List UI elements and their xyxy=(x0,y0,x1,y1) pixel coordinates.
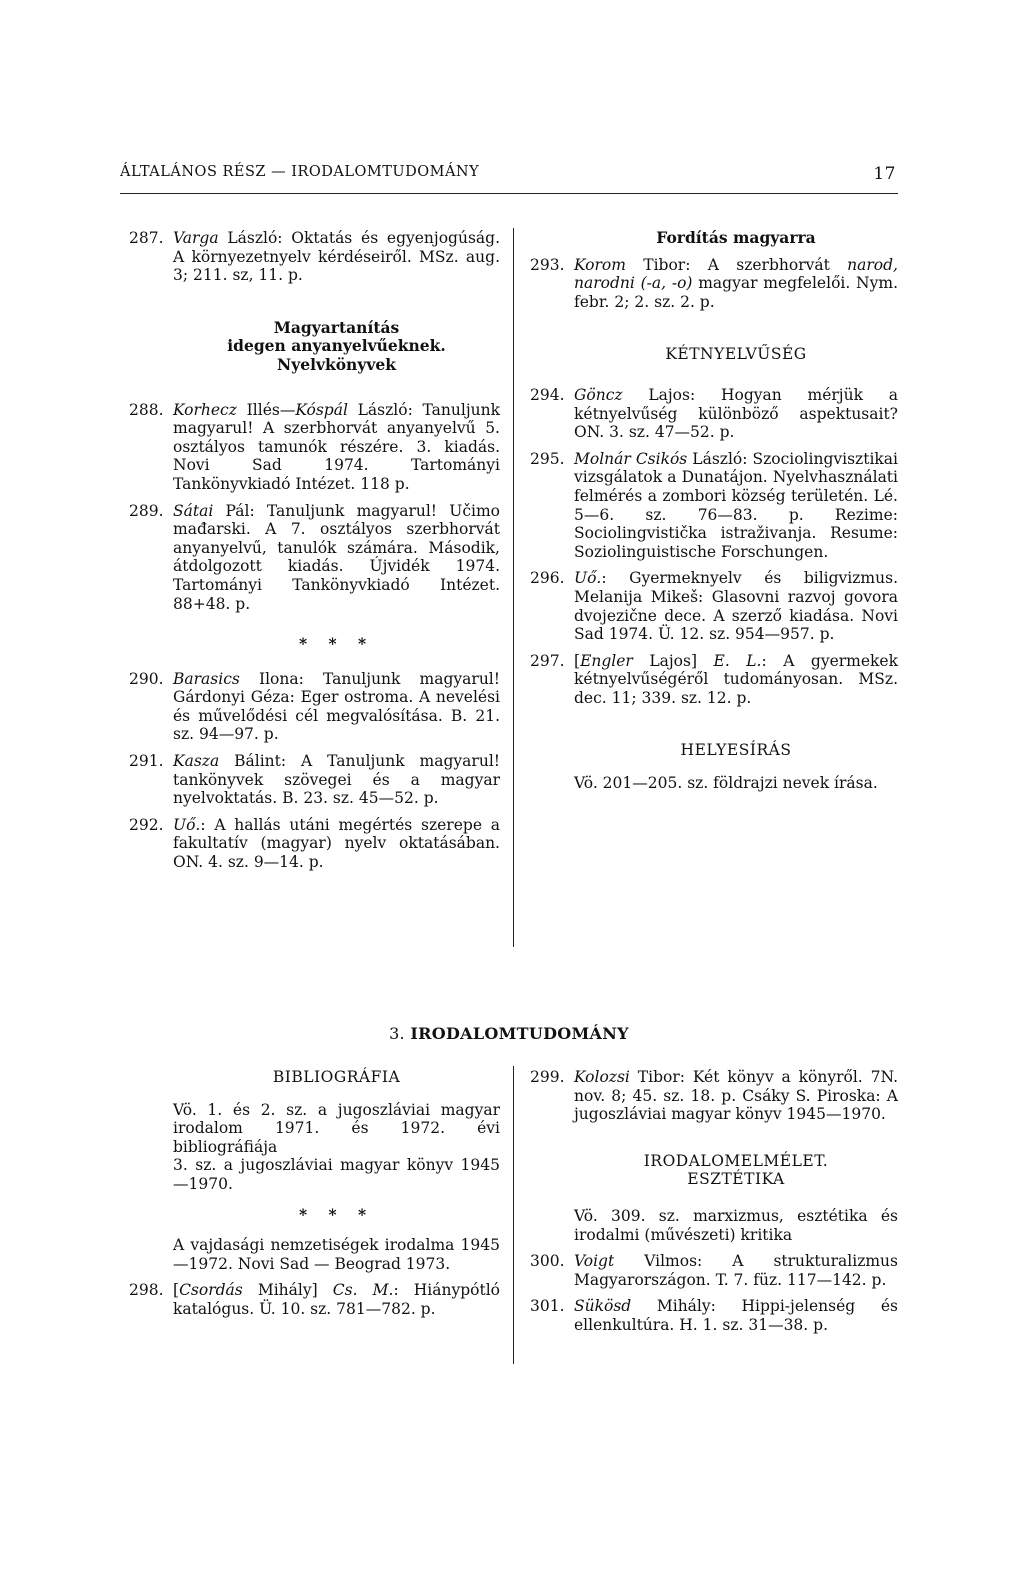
entry-bracket: [ xyxy=(574,651,581,670)
entry-text: Vilmos: A strukturalizmus Magyarországon. T. 7. füz. 117—142. p. xyxy=(574,1252,898,1289)
subhead-irodalomelmelet: IRODALOMELMÉLET. xyxy=(643,1151,829,1170)
entry-author-2: E. L. xyxy=(713,651,762,670)
entry-295 xyxy=(530,450,898,562)
subhead-esztetika: ESZTÉTIKA xyxy=(687,1170,785,1189)
entry-text-2: magyar megfelelői. Nym. febr. 2; 2. sz. 2. p. xyxy=(574,274,899,311)
entry-291 xyxy=(129,752,500,808)
section-stars: * * * xyxy=(298,1204,375,1224)
lower-right-column xyxy=(530,1068,898,1343)
vajdasagi-reference xyxy=(129,1236,500,1273)
entry-text: : A hallás utáni megértés szerepe a fakultatív (magyar) nyelv oktatásában. ON. 4. sz. 9—14. p. xyxy=(173,815,500,872)
entry-text: Tibor: Két könyv a könyről. 7N. nov. 8; 45. sz. 18. p. Csáky S. Piroska: A jugoszláviai magyar könyv 1945—1970. xyxy=(574,1068,898,1124)
entry-author: Uő. xyxy=(574,569,602,588)
subhead-magyartanitas: Magyartanítás xyxy=(273,317,400,337)
entry-number: 300. xyxy=(530,1252,565,1271)
running-head-title: ÁLTALÁNOS RÉSZ — IRODALOMTUDOMÁNY xyxy=(120,164,480,180)
bibliografia-ref-1: Vö. 1. és 2. sz. a jugoszláviai magyar irodalom 1971. és 1972. évi bibliográfiája xyxy=(173,1100,500,1156)
subhead-ketnyelvuseg: KÉTNYELVŰSÉG xyxy=(665,345,807,364)
entry-number: 288. xyxy=(129,400,164,419)
entry-text: Mihály: Hippi-jelenség és ellenkultúra. H. 1. sz. 31—38. p. xyxy=(574,1297,898,1334)
entry-text: László: Tanuljunk magyarul! A szerbhorvát anyanyelvű 5. osztályos tamunók részére. 3. kiadás. Novi Sad 1974. Tartományi Tankönyvkiadó Intézet. 118 p. xyxy=(173,400,501,493)
vajdasagi-text: A vajdasági nemzetiségek irodalma 1945—1972. Novi Sad — Beograd 1973. xyxy=(173,1236,500,1273)
entry-number: 289. xyxy=(129,501,164,520)
entry-author: Engler xyxy=(580,651,633,670)
entry-text-1: Tibor: A szerbhorvát xyxy=(625,255,848,274)
entry-number: 291. xyxy=(129,752,164,771)
entry-text: Pál: Tanuljunk magyarul! Učimo mađarski. A 7. osztályos szerbhorvát anyanyelvű, tanulók számára. Második, átdolgozott kiadás. Újvidék 1974. Tartományi Tankönyvkiadó Intézet. 88+48. p. xyxy=(173,501,500,613)
subhead-bibliografia: BIBLIOGRÁFIA xyxy=(272,1068,401,1086)
section-title xyxy=(120,1024,898,1043)
entry-text: : Hiánypótló katalógus. Ü. 10. sz. 781—782. p. xyxy=(173,1281,500,1318)
bibliografia-ref-2: 3. sz. a jugoszláviai magyar könyv 1945—1970. xyxy=(173,1156,500,1193)
entry-text-mid: Lajos] xyxy=(632,651,714,670)
helyesiras-reference xyxy=(530,774,898,793)
entry-300 xyxy=(530,1252,898,1289)
entry-number: 298. xyxy=(129,1281,164,1300)
entry-298 xyxy=(129,1281,500,1318)
entry-author: Csordás xyxy=(179,1281,243,1300)
entry-text: Lajos: Hogyan mérjük a kétnyelvűség különböző aspektusait? ON. 3. sz. 47—52. p. xyxy=(574,385,898,442)
entry-299 xyxy=(530,1068,898,1124)
entry-text: László: Szociolingvisztikai vizsgálatok a Dunatájon. Nyelvhasználati felmérés a zombori község területén. Lé. 5—6. sz. 76—83. p. Rezime: Sociolingvistička istraživanja. Resume: Soziolinguistische Forschungen. xyxy=(574,449,898,561)
entry-author: Voigt xyxy=(574,1252,615,1271)
subhead-helyesiras: HELYESÍRÁS xyxy=(680,741,792,760)
entry-text: Bálint: A Tanuljunk magyarul! tankönyvek szövegei és a magyar nyelvoktatás. B. 23. sz. 45—52. p. xyxy=(173,752,500,808)
entry-292 xyxy=(129,816,500,872)
entry-author: Sükösd xyxy=(574,1297,632,1316)
entry-bracket: [ xyxy=(173,1281,180,1300)
entry-text-mid: Mihály] xyxy=(242,1281,333,1300)
section-number: 3. xyxy=(389,1024,405,1043)
entry-number: 290. xyxy=(129,669,164,688)
entry-text: Ilona: Tanuljunk magyarul! Gárdonyi Géza: Eger ostroma. A nevelési és művelődési cél megvalósítása. B. 21. sz. 94—97. p. xyxy=(173,669,500,744)
entry-author-2: Kóspál xyxy=(295,400,348,419)
entry-author: Kolozsi xyxy=(574,1068,630,1086)
entry-296 xyxy=(530,569,898,643)
entry-294 xyxy=(530,386,898,442)
entry-author: Korhecz xyxy=(173,400,237,419)
entry-text: : Gyermeknyelv és biligvizmus. Melanija Mikeš: Glasovni razvoj govora dvojezične dece. A szerző kiadása. Novi Sad 1974. Ü. 12. sz. 954—957. p. xyxy=(574,569,898,644)
entry-author: Molnár Csikós xyxy=(574,449,688,468)
entry-author: Kasza xyxy=(173,752,220,771)
entry-293 xyxy=(530,256,898,312)
entry-290 xyxy=(129,670,500,744)
entry-italic: narod, narodni (-a, -o) xyxy=(574,255,898,293)
column-divider-lower xyxy=(513,1066,514,1364)
entry-287 xyxy=(129,229,500,285)
entry-author: Sátai xyxy=(173,501,214,520)
section-stars: * * * xyxy=(298,634,375,654)
entry-text: László: Oktatás és egyenjogúság. A környezetnyelv kérdéseiről. MSz. aug. 3; 211. sz, 11. p. xyxy=(173,229,500,285)
entry-number: 292. xyxy=(129,815,164,834)
column-divider-upper xyxy=(513,228,514,947)
entry-number: 297. xyxy=(530,651,565,670)
section-title-text: IRODALOMTUDOMÁNY xyxy=(410,1024,629,1043)
entry-author: Barasics xyxy=(173,669,240,688)
entry-number: 295. xyxy=(530,449,565,468)
entry-number: 294. xyxy=(530,385,565,404)
subhead-idegen: idegen anyanyelvűeknek. xyxy=(227,336,446,356)
entry-author: Göncz xyxy=(574,385,623,404)
entry-number: 296. xyxy=(530,569,565,588)
bibliografia-references xyxy=(129,1101,500,1194)
subhead-forditas: Fordítás magyarra xyxy=(656,228,816,247)
entry-author: Korom xyxy=(574,255,626,274)
helyesiras-text: Vö. 201—205. sz. földrajzi nevek írása. xyxy=(574,774,878,793)
esztetika-reference xyxy=(530,1207,898,1244)
entry-author: Uő. xyxy=(173,815,201,834)
entry-text: : A gyermekek kétnyelvűségéről tudományosan. MSz. dec. 11; 339. sz. 12. p. xyxy=(574,651,898,707)
header-rule xyxy=(120,193,898,194)
upper-left-column xyxy=(129,229,500,880)
page-number: 17 xyxy=(873,164,896,184)
lower-left-column xyxy=(129,1068,500,1327)
entry-number: 287. xyxy=(129,229,164,247)
entry-number: 293. xyxy=(530,255,565,274)
upper-right-column xyxy=(530,229,898,793)
entry-author-2: Cs. M. xyxy=(332,1281,394,1300)
entry-288 xyxy=(129,401,500,494)
entry-text-mid: Illés— xyxy=(236,400,296,419)
entry-author: Varga xyxy=(173,229,219,247)
entry-289 xyxy=(129,502,500,614)
entry-number: 301. xyxy=(530,1297,565,1316)
subhead-nyelvkonyvek: Nyelvkönyvek xyxy=(277,354,396,374)
running-head xyxy=(120,164,898,184)
entry-297 xyxy=(530,652,898,708)
entry-number: 299. xyxy=(530,1068,565,1086)
entry-301 xyxy=(530,1297,898,1334)
esztetika-text: Vö. 309. sz. marxizmus, esztétika és irodalmi (művészeti) kritika xyxy=(574,1206,898,1244)
